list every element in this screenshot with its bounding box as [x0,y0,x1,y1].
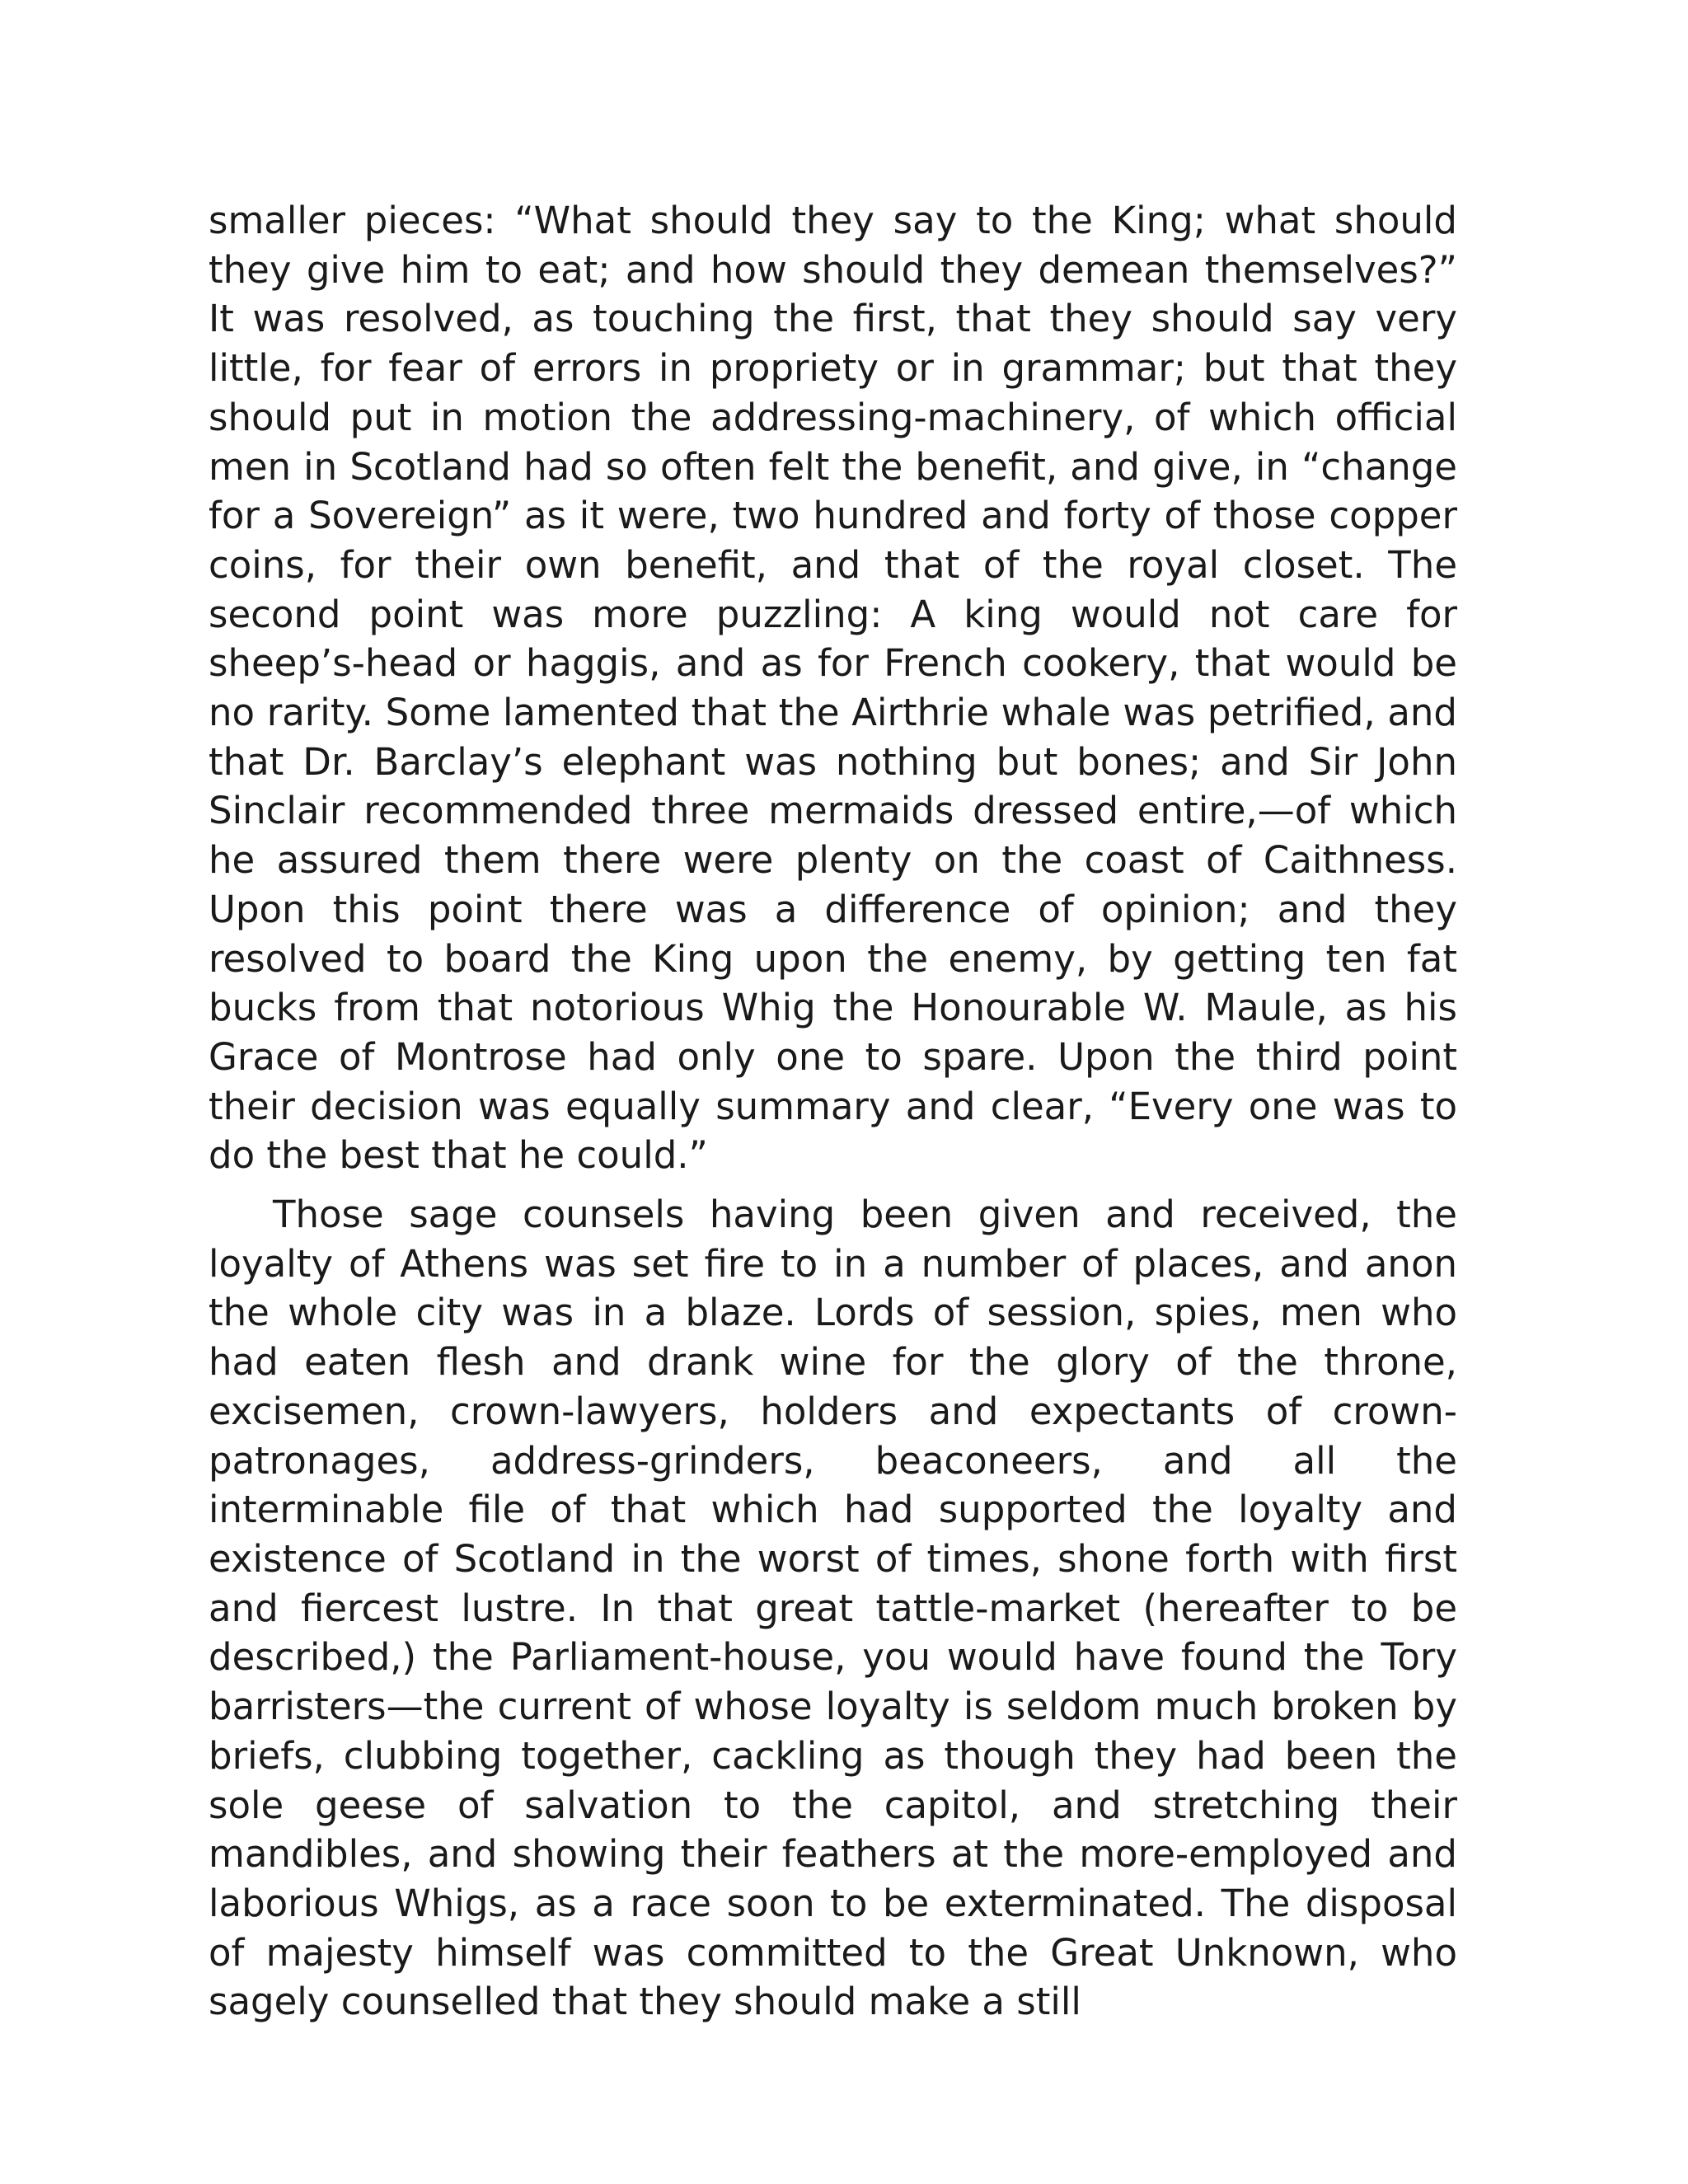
paragraph-continued: smaller pieces: “What should they say to the King; what should they give him to eat; and how should they demean themselves?” It was resolved, as touching the first, that they should say very little, for fear of errors in propriety or in grammar; but that they should put in motion the addressing-machinery, of which official men in Scotland had so often felt the benefit, and give, in “change for a Sovereign” as it were, two hundred and forty of those copper coins, for their own benefit, and that of the royal closet. The second point was more puzzling: A king would not care for sheep’s-head or haggis, and as for French cookery, that would be no rarity. Some lamented that the Airthrie whale was petrified, and that Dr. Barclay’s elephant was nothing but bones; and Sir John Sinclair recommended three mermaids dressed entire,—of which he assured them there were plenty on the coast of Caithness. Upon this point there was a difference of opinion; and they resolved to board the King upon the enemy, by getting ten fat bucks from that notorious Whig the Honourable W. Maule, as his Grace of Montrose had only one to spare. Upon the third point their decision was equally summary and clear, “Every one was to do the best that he could.” [209,199,1457,1178]
paragraph: Those sage counsels having been given and received, the loyalty of Athens was set fire to in a number of places, and anon the whole city was in a blaze. Lords of session, spies, men who had eaten flesh and drank wine for the glory of the throne, excisemen, crown-lawyers, holders and expectants of crown-patronages, address-grinders, beaconeers, and all the interminable file of that which had supported the loyalty and existence of Scotland in the worst of times, shone forth with first and fiercest lustre. In that great tattle-market (hereafter to be described,) the Parliament-house, you would have found the Tory barristers—the current of whose loyalty is seldom much broken by briefs, clubbing together, cackling as though they had been the sole geese of salvation to the capitol, and stretching their mandibles, and showing their feathers at the more-employed and laborious Whigs, as a race soon to be exterminated. The disposal of majesty himself was committed to the Great Unknown, who sagely counselled that they should make a still [209,1193,1457,2024]
book-page [209,196,1457,2027]
